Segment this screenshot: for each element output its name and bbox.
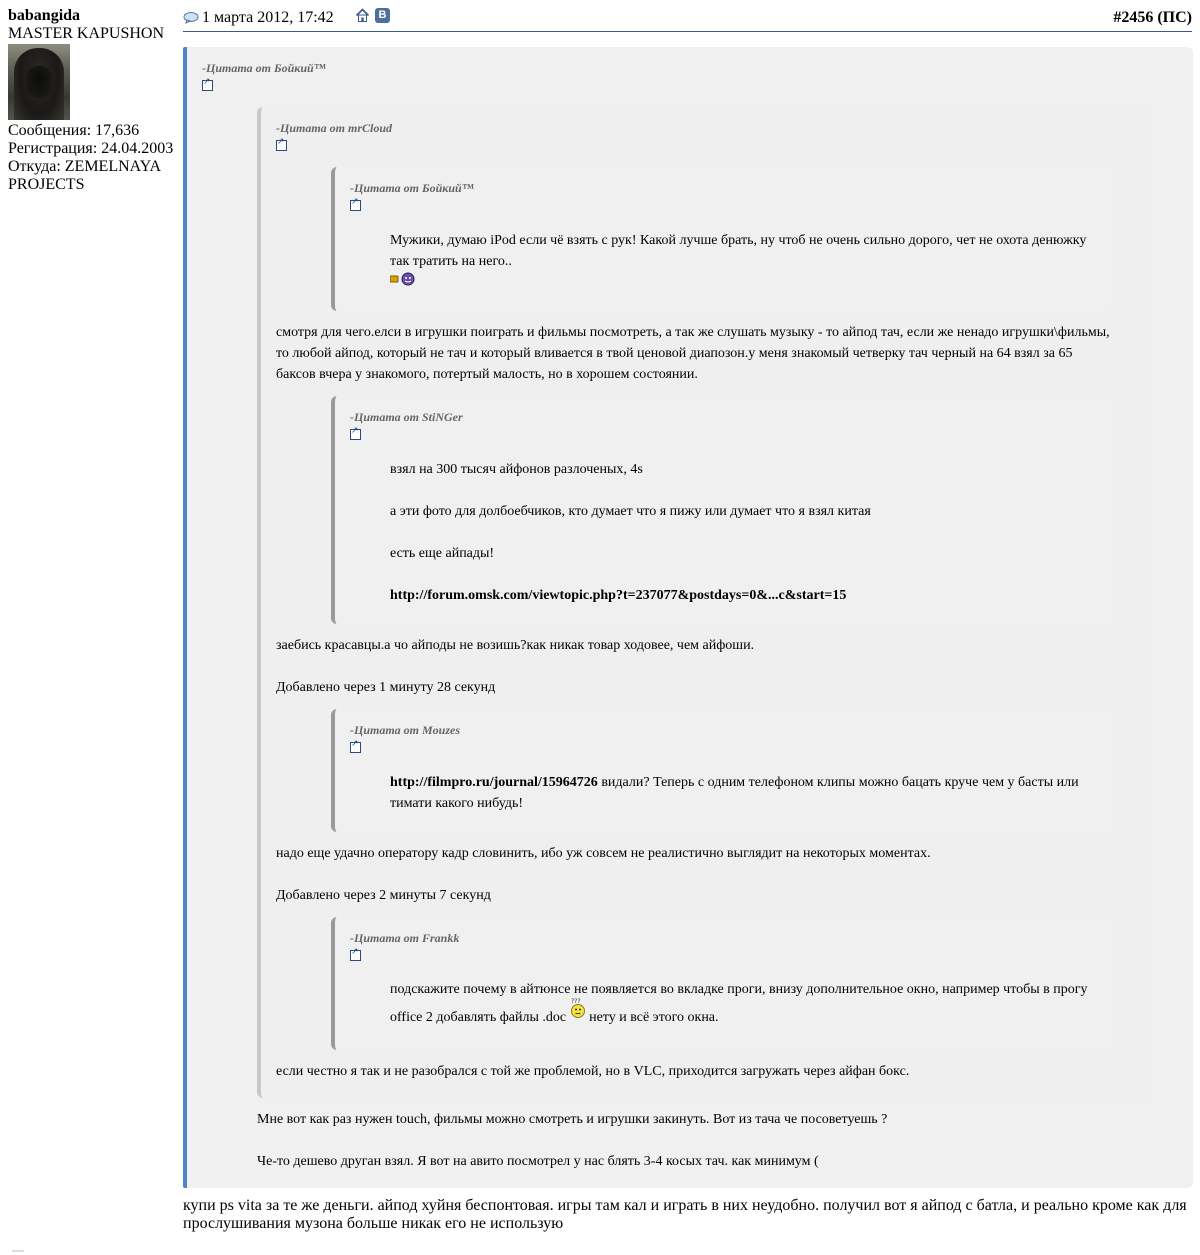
- quote-header: -Цитата от StiNGer: [350, 410, 463, 424]
- quote-level-3: [331, 917, 1111, 1050]
- smiley-icon: [390, 275, 416, 290]
- reply-text: купи ps vita за те же деньги. айпод хуйня беспонтовая. игры там кал и играть в них неудобно. получил вот я айпод с батла, и реально кроме как для прослушивания музона больше никак его не использую: [183, 1197, 1187, 1232]
- post-number[interactable]: #2456 (ПС): [1113, 9, 1192, 26]
- quote-link-icon[interactable]: [350, 742, 361, 753]
- avatar: [8, 44, 70, 120]
- quote-level-2: [257, 107, 1152, 1098]
- quote-level-1: [183, 47, 1193, 1188]
- post-text: если честно я так и не разобрался с той же проблемой, но в VLC, приходится загружать через айфан бокс.: [276, 1064, 910, 1079]
- svg-text:???: ???: [570, 998, 581, 1005]
- post-text: смотря для чего.елси в игрушки поиграть и фильмы посмотреть, а так же слушать музыку - то айпод тач, если же ненадо игрушки\фильмы, то любой айпод, который не тач и который вливается в твой ценовой диапозон.у меня знакомый четверку тач черный на 64 взял за 65 баксов вчера у знакомого, потертый малость, но в хорошем состоянии.: [276, 325, 1110, 382]
- post-header: [183, 7, 1192, 32]
- quote-header: -Цитата от Бойкий™: [202, 61, 326, 75]
- quote-header: -Цитата от Бойкий™: [350, 181, 474, 195]
- quote-link-icon[interactable]: [350, 950, 361, 961]
- footer-mark: [12, 1250, 24, 1252]
- post-text: надо еще удачно оператору кадр словинить, ибо уж совсем не реалистично выглядит на некоторых моментах. Добавлено через 2 минуты 7 секунд: [276, 846, 931, 903]
- post-icon: [183, 11, 199, 29]
- author-posts: Сообщения: 17,636: [8, 122, 140, 139]
- quote-link-icon[interactable]: [350, 429, 361, 440]
- quote-header: -Цитата от mrCloud: [276, 121, 393, 135]
- confused-smiley-icon: [570, 998, 586, 1021]
- quote-text: подскажите почему в айтюнсе не появляется во вкладке проги, внизу дополнительное окно, например чтобы в прогу office 2 добавлять файлы .doc ??? нету и всё этого окна.: [390, 982, 1088, 1025]
- post-date: 1 марта 2012, 17:42: [202, 9, 334, 26]
- quote-header: -Цитата от Mouzes: [350, 723, 461, 737]
- author-panel: [8, 7, 178, 194]
- vk-share-icon[interactable]: В: [375, 8, 390, 23]
- quote-link-icon[interactable]: [350, 200, 361, 211]
- quote-text: взял на 300 тысяч айфонов разлоченых, 4s а эти фото для долбоебчиков, кто думает что я пижу или думает что я взял китая есть еще айпады! http://forum.omsk.com/viewtopic.php?t=237077&postdays=0&...c&start=15: [390, 459, 1091, 606]
- filmpro-link[interactable]: http://filmpro.ru/journal/15964726: [390, 775, 598, 790]
- author-registered: Регистрация: 24.04.2003: [8, 140, 174, 157]
- post-text: Мне вот как раз нужен touch, фильмы можно смотреть и игрушки закинуть. Вот из тача че посоветуешь ? Че-то дешево друган взял. Я вот на авито посмотрел у нас блять 3-4 косых тач. как минимум (: [257, 1112, 888, 1169]
- author-rank: MASTER KAPUSHON: [8, 25, 165, 42]
- post-body: [183, 47, 1193, 1188]
- home-icon[interactable]: [355, 8, 370, 28]
- author-name[interactable]: babangida: [8, 7, 81, 24]
- quote-level-3: [331, 396, 1111, 624]
- quote-level-3: [331, 167, 1111, 311]
- forum-link[interactable]: http://forum.omsk.com/viewtopic.php?t=237077&postdays=0&...c&start=15: [390, 588, 847, 603]
- quote-text: Мужики, думаю iPod если чё взять с рук! Какой лучше брать, ну чтоб не очень сильно дорого, чет не охота денюжку так тратить на него..: [390, 230, 1091, 293]
- quote-link-icon[interactable]: [276, 140, 287, 151]
- author-location: Откуда: ZEMELNAYA PROJECTS: [8, 158, 161, 193]
- quote-header: -Цитата от Frankk: [350, 931, 460, 945]
- quote-level-3: [331, 709, 1111, 832]
- post-text: заебись красавцы.а чо айподы не возишь?как никак товар ходовее, чем айфоши. Добавлено через 1 минуту 28 секунд: [276, 638, 755, 695]
- quote-link-icon[interactable]: [202, 80, 213, 91]
- quote-text: http://filmpro.ru/journal/15964726 видали? Теперь с одним телефоном клипы можно бацать круче чем у басты или тимати какого нибудь!: [390, 775, 1079, 811]
